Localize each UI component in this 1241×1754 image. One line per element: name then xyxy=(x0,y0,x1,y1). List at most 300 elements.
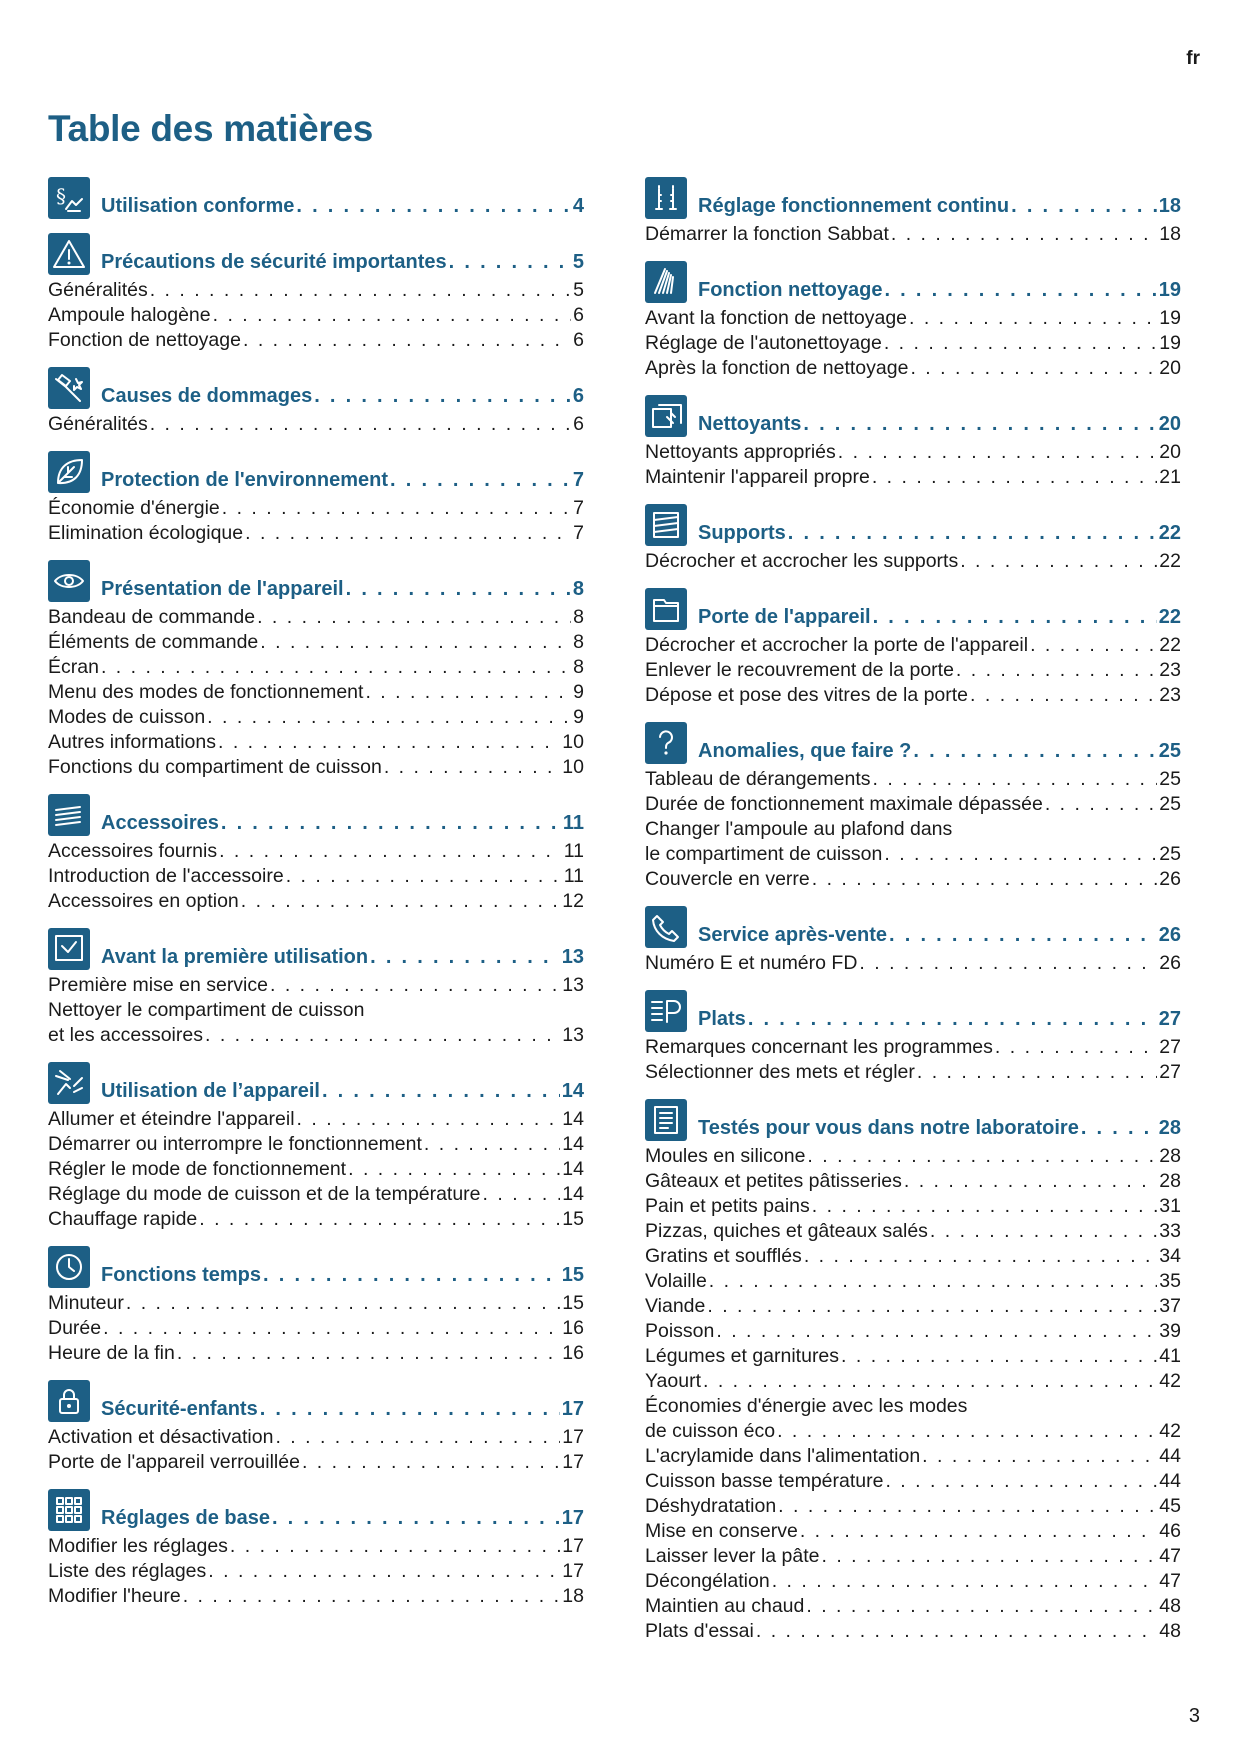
entry-page: 11 xyxy=(563,865,584,887)
entry-title: Dépose et pose des vitres de la porte xyxy=(645,684,969,706)
toc-entry[interactable] xyxy=(645,440,1181,465)
section-page: 22 xyxy=(1158,606,1181,628)
entry-title: Durée xyxy=(48,1317,102,1339)
leader-dots xyxy=(275,1425,560,1450)
leader-dots xyxy=(910,356,1157,381)
toc-entry[interactable] xyxy=(645,792,1181,817)
section-title: Réglage fonctionnement continu xyxy=(698,195,1010,217)
toc-entry[interactable] xyxy=(645,1519,1181,1544)
section-items xyxy=(645,1035,1181,1085)
toc-entry[interactable] xyxy=(645,842,1181,867)
toc-entry[interactable] xyxy=(645,658,1181,683)
entry-title: Introduction de l'accessoire xyxy=(48,865,284,887)
toc-entry[interactable] xyxy=(48,328,584,353)
section-items xyxy=(48,839,584,914)
section-items xyxy=(48,1534,584,1609)
toc-entry[interactable] xyxy=(48,973,584,998)
phone-icon xyxy=(645,906,687,948)
toc-entry[interactable] xyxy=(645,1169,1181,1194)
leader-dots xyxy=(150,278,571,303)
toc-entry[interactable] xyxy=(645,867,1181,892)
toc-entry[interactable] xyxy=(645,1344,1181,1369)
entry-page: 16 xyxy=(562,1317,584,1339)
entry-title: Déshydratation xyxy=(645,1495,777,1517)
toc-entry[interactable] xyxy=(48,1559,584,1584)
toc-column-left xyxy=(48,175,584,1621)
toc-section xyxy=(645,393,1181,490)
toc-entry[interactable] xyxy=(645,222,1181,247)
section-title-row[interactable] xyxy=(101,250,584,275)
toc-entry-line: Économies d'énergie avec les modes xyxy=(645,1395,968,1417)
entry-title: Éléments de commande xyxy=(48,631,259,653)
toc-entry[interactable] xyxy=(645,1444,1181,1469)
section-page: 17 xyxy=(561,1507,584,1529)
toc-entry[interactable] xyxy=(48,1450,584,1475)
section-page: 13 xyxy=(561,946,584,968)
entry-page: 42 xyxy=(1159,1370,1181,1392)
entry-title: Sélectionner des mets et régler xyxy=(645,1061,915,1083)
entry-page: 6 xyxy=(573,329,584,351)
toc-section xyxy=(48,558,584,780)
toc-section xyxy=(48,231,584,353)
toc-entry[interactable] xyxy=(48,755,584,780)
section-title: Réglages de base xyxy=(101,1507,270,1529)
entry-page: 8 xyxy=(573,606,584,628)
leader-dots xyxy=(297,1107,561,1132)
entry-title: Modifier les réglages xyxy=(48,1535,228,1557)
entry-title: Chauffage rapide xyxy=(48,1208,198,1230)
section-page: 5 xyxy=(572,251,584,273)
entry-page: 19 xyxy=(1159,307,1181,329)
entry-title: Autres informations xyxy=(48,731,216,753)
entry-page: 28 xyxy=(1159,1145,1181,1167)
hand-use-icon xyxy=(48,1062,90,1104)
entry-page: 21 xyxy=(1159,466,1181,488)
toc-entry[interactable] xyxy=(48,705,584,730)
leader-dots xyxy=(241,889,561,914)
leader-dots xyxy=(218,730,560,755)
entry-page: 23 xyxy=(1159,659,1181,681)
leader-dots xyxy=(841,1344,1157,1369)
entry-title: Généralités xyxy=(48,279,148,301)
toc-entry[interactable] xyxy=(48,1584,584,1609)
entry-title: Minuteur xyxy=(48,1292,124,1314)
toc-section xyxy=(48,365,584,437)
toc-entry[interactable] xyxy=(48,1107,584,1132)
leader-dots xyxy=(365,680,571,705)
entry-title: Fonctions du compartiment de cuisson xyxy=(48,756,382,778)
toc-entry[interactable] xyxy=(645,1269,1181,1294)
toc-entry[interactable] xyxy=(645,1544,1181,1569)
section-title-row[interactable] xyxy=(698,739,1181,764)
toc-entry[interactable] xyxy=(645,1319,1181,1344)
entry-page: 10 xyxy=(562,756,584,778)
cleaning-icon xyxy=(645,261,687,303)
leader-dots xyxy=(208,1559,560,1584)
entry-page: 8 xyxy=(573,631,584,653)
section-heading xyxy=(48,365,584,409)
entry-title: Cuisson basse température xyxy=(645,1470,884,1492)
leader-dots xyxy=(806,1594,1157,1619)
entry-title: Viande xyxy=(645,1295,706,1317)
sabbath-icon xyxy=(645,177,687,219)
entry-page: 10 xyxy=(562,731,584,753)
section-items xyxy=(645,549,1181,574)
rails-icon xyxy=(645,504,687,546)
first-use-icon xyxy=(48,928,90,970)
section-title-row[interactable] xyxy=(101,1079,584,1104)
toc-entry[interactable] xyxy=(645,465,1181,490)
section-items xyxy=(48,1291,584,1366)
section-heading xyxy=(645,259,1181,303)
section-title: Porte de l'appareil xyxy=(698,606,871,628)
entry-page: 15 xyxy=(562,1208,584,1230)
section-title-row[interactable] xyxy=(101,577,584,602)
toc-entry[interactable] xyxy=(48,521,584,546)
toc-entry[interactable] xyxy=(48,630,584,655)
toc-section xyxy=(48,1244,584,1366)
toc-entry[interactable] xyxy=(645,331,1181,356)
toc-entry[interactable] xyxy=(48,1023,584,1048)
section-items xyxy=(48,412,584,437)
leader-dots xyxy=(885,1469,1157,1494)
toc-entry[interactable] xyxy=(48,680,584,705)
leader-dots xyxy=(221,811,561,836)
toc-entry[interactable] xyxy=(48,655,584,680)
leader-dots xyxy=(748,1007,1157,1032)
toc-entry[interactable] xyxy=(645,1619,1181,1644)
toc-section xyxy=(645,720,1181,892)
leader-dots xyxy=(346,577,571,602)
leader-dots xyxy=(800,1519,1157,1544)
toc-entry[interactable] xyxy=(48,605,584,630)
leader-dots xyxy=(219,839,562,864)
section-items xyxy=(645,951,1181,976)
entry-page: 5 xyxy=(573,279,584,301)
leader-dots xyxy=(1045,792,1157,817)
section-title: Supports xyxy=(698,522,786,544)
page-title: Table des matières xyxy=(48,108,374,149)
toc-entry[interactable] xyxy=(645,356,1181,381)
toc-entry[interactable] xyxy=(645,1144,1181,1169)
toc-entry[interactable] xyxy=(645,1219,1181,1244)
toc-entry[interactable] xyxy=(645,1594,1181,1619)
toc-entry[interactable] xyxy=(48,496,584,521)
toc-entry[interactable] xyxy=(645,1244,1181,1269)
section-title-row[interactable] xyxy=(101,194,584,219)
section-items xyxy=(645,1144,1181,1644)
toc-entry[interactable] xyxy=(645,1035,1181,1060)
toc-section xyxy=(645,259,1181,381)
leader-dots xyxy=(807,1144,1157,1169)
toc-entry[interactable] xyxy=(48,1341,584,1366)
section-page: 14 xyxy=(561,1080,584,1102)
program-icon xyxy=(645,990,687,1032)
toc-entry[interactable] xyxy=(48,1132,584,1157)
leader-dots xyxy=(884,331,1157,356)
section-items xyxy=(645,767,1181,892)
section-title-row[interactable] xyxy=(698,278,1181,303)
entry-page: 14 xyxy=(562,1183,584,1205)
entry-page: 22 xyxy=(1159,550,1181,572)
entry-page: 37 xyxy=(1159,1295,1181,1317)
leader-dots xyxy=(103,1316,560,1341)
leader-dots xyxy=(707,1294,1157,1319)
section-page: 4 xyxy=(572,195,584,217)
section-heading xyxy=(48,792,584,836)
entry-page: 14 xyxy=(562,1108,584,1130)
toc-entry[interactable] xyxy=(48,1157,584,1182)
section-title: Plats xyxy=(698,1008,746,1030)
toc-entry[interactable] xyxy=(48,864,584,889)
leader-dots xyxy=(207,705,571,730)
toc-entry[interactable] xyxy=(48,889,584,914)
leader-dots xyxy=(101,655,571,680)
leader-dots xyxy=(243,328,571,353)
section-title: Utilisation de l’appareil xyxy=(101,1080,320,1102)
toc-section xyxy=(645,1097,1181,1644)
section-title-row[interactable] xyxy=(101,468,584,493)
leader-dots xyxy=(296,194,571,219)
toc-entry[interactable] xyxy=(48,278,584,303)
section-heading xyxy=(48,449,584,493)
toc-entry[interactable] xyxy=(48,1425,584,1450)
entry-page: 22 xyxy=(1159,634,1181,656)
entry-title: L'acrylamide dans l'alimentation xyxy=(645,1445,921,1467)
section-heading xyxy=(48,558,584,602)
toc-entry[interactable] xyxy=(48,1291,584,1316)
toc-entry[interactable] xyxy=(645,549,1181,574)
entry-title: Remarques concernant les programmes xyxy=(645,1036,993,1058)
section-page: 20 xyxy=(1158,413,1181,435)
section-page: 17 xyxy=(561,1398,584,1420)
entry-page: 26 xyxy=(1159,868,1181,890)
section-title: Anomalies, que faire ? xyxy=(698,740,912,762)
entry-title: Maintenir l'appareil propre xyxy=(645,466,870,488)
section-title: Fonction nettoyage xyxy=(698,279,883,301)
leader-dots xyxy=(884,842,1157,867)
entry-page: 44 xyxy=(1159,1470,1181,1492)
leader-dots xyxy=(889,923,1157,948)
entry-title: Modifier l'heure xyxy=(48,1585,181,1607)
leader-dots xyxy=(873,605,1157,630)
entry-title: Yaourt xyxy=(645,1370,702,1392)
entry-title: Après la fonction de nettoyage xyxy=(645,357,909,379)
section-title-row[interactable] xyxy=(698,923,1181,948)
entry-title: Pain et petits pains xyxy=(645,1195,810,1217)
toc-section xyxy=(645,988,1181,1085)
entry-title: Décongélation xyxy=(645,1570,770,1592)
leader-dots xyxy=(970,683,1157,708)
section-title-row[interactable] xyxy=(698,194,1181,219)
section-title-row[interactable] xyxy=(698,1116,1181,1141)
entry-title: Fonction de nettoyage xyxy=(48,329,241,351)
section-title-row[interactable] xyxy=(101,1263,584,1288)
section-title: Accessoires xyxy=(101,812,219,834)
toc-entry[interactable] xyxy=(645,1494,1181,1519)
entry-page: 33 xyxy=(1159,1220,1181,1242)
entry-title: Poisson xyxy=(645,1320,715,1342)
section-items xyxy=(645,440,1181,490)
toc-entry[interactable] xyxy=(645,1294,1181,1319)
leader-dots xyxy=(1011,194,1157,219)
section-title-row[interactable] xyxy=(101,1506,584,1531)
section-title: Avant la première utilisation xyxy=(101,946,369,968)
entry-page: 28 xyxy=(1159,1170,1181,1192)
entry-title: Volaille xyxy=(645,1270,707,1292)
section-title-row[interactable] xyxy=(101,945,584,970)
section-title-row[interactable] xyxy=(698,1007,1181,1032)
entry-title: Couvercle en verre xyxy=(645,868,810,890)
entry-title: Réglage du mode de cuisson et de la température xyxy=(48,1183,481,1205)
entry-title: Avant la fonction de nettoyage xyxy=(645,307,908,329)
entry-page: 45 xyxy=(1159,1495,1181,1517)
leader-dots xyxy=(1081,1116,1157,1141)
section-title-row[interactable] xyxy=(698,605,1181,630)
section-page: 15 xyxy=(561,1264,584,1286)
toc-entry[interactable] xyxy=(48,412,584,437)
toc-entry[interactable] xyxy=(645,1569,1181,1594)
warning-icon xyxy=(48,233,90,275)
entry-title: Mise en conserve xyxy=(645,1520,798,1542)
entry-title: Écran xyxy=(48,656,99,678)
leader-dots xyxy=(822,1544,1158,1569)
section-items xyxy=(48,496,584,546)
toc-section xyxy=(48,175,584,219)
section-title-row[interactable] xyxy=(101,1397,584,1422)
entry-page: 7 xyxy=(573,497,584,519)
toc-entry[interactable] xyxy=(645,1469,1181,1494)
toc-entry[interactable] xyxy=(48,1182,584,1207)
toc-section xyxy=(48,1378,584,1475)
toc-entry[interactable] xyxy=(645,1194,1181,1219)
section-items xyxy=(48,278,584,353)
toc-entry[interactable] xyxy=(645,306,1181,331)
entry-page: 27 xyxy=(1159,1036,1181,1058)
section-title: Causes de dommages xyxy=(101,385,313,407)
paragraph-hand-icon xyxy=(48,177,90,219)
entry-title: Porte de l'appareil verrouillée xyxy=(48,1451,300,1473)
section-heading xyxy=(645,988,1181,1032)
leader-dots xyxy=(812,867,1158,892)
section-heading xyxy=(48,1487,584,1531)
leader-dots xyxy=(230,1534,560,1559)
section-title-row[interactable] xyxy=(698,412,1181,437)
entry-page: 18 xyxy=(562,1585,584,1607)
leader-dots xyxy=(884,278,1156,303)
toc-entry[interactable] xyxy=(645,1369,1181,1394)
entry-title: Allumer et éteindre l'appareil xyxy=(48,1108,295,1130)
entry-title: Durée de fonctionnement maximale dépassée xyxy=(645,793,1043,815)
leader-dots xyxy=(772,1569,1158,1594)
leader-dots xyxy=(263,1263,560,1288)
document-icon xyxy=(645,1099,687,1141)
entry-title: Accessoires en option xyxy=(48,890,239,912)
toc-entry[interactable] xyxy=(645,1419,1181,1444)
toc-entry[interactable] xyxy=(645,1060,1181,1085)
leader-dots xyxy=(322,1079,560,1104)
entry-title: le compartiment de cuisson xyxy=(645,843,883,865)
entry-title: Elimination écologique xyxy=(48,522,244,544)
toc-entry[interactable] xyxy=(48,1207,584,1232)
entry-page: 18 xyxy=(1159,223,1181,245)
entry-title: Première mise en service xyxy=(48,974,268,996)
entry-page: 34 xyxy=(1159,1245,1181,1267)
section-page: 22 xyxy=(1158,522,1181,544)
section-page: 27 xyxy=(1158,1008,1181,1030)
toc-entry[interactable] xyxy=(645,683,1181,708)
section-heading xyxy=(645,175,1181,219)
leader-dots xyxy=(384,755,560,780)
entry-page: 46 xyxy=(1159,1520,1181,1542)
entry-page: 11 xyxy=(563,840,584,862)
question-icon xyxy=(645,722,687,764)
toc-column-right xyxy=(645,175,1181,1656)
section-title: Nettoyants xyxy=(698,413,802,435)
door-icon xyxy=(645,588,687,630)
toc-entry[interactable] xyxy=(48,1534,584,1559)
entry-page: 44 xyxy=(1159,1445,1181,1467)
entry-title: Ampoule halogène xyxy=(48,304,211,326)
toc-entry[interactable] xyxy=(645,767,1181,792)
toc-entry[interactable] xyxy=(48,730,584,755)
entry-title: Gâteaux et petites pâtisseries xyxy=(645,1170,902,1192)
section-heading xyxy=(645,502,1181,546)
leader-dots xyxy=(449,250,571,275)
section-title-row[interactable] xyxy=(101,811,584,836)
toc-entry[interactable] xyxy=(645,951,1181,976)
leader-dots xyxy=(1030,633,1157,658)
leader-dots xyxy=(838,440,1158,465)
entry-title: Laisser lever la pâte xyxy=(645,1545,820,1567)
entry-page: 31 xyxy=(1159,1195,1181,1217)
leader-dots xyxy=(222,496,571,521)
entry-page: 8 xyxy=(573,656,584,678)
toc-entry[interactable] xyxy=(48,303,584,328)
section-items xyxy=(48,1425,584,1475)
toc-entry[interactable] xyxy=(48,839,584,864)
section-heading xyxy=(645,904,1181,948)
entry-title: Régler le mode de fonctionnement xyxy=(48,1158,347,1180)
leader-dots xyxy=(286,864,562,889)
entry-page: 20 xyxy=(1159,441,1181,463)
section-page: 19 xyxy=(1158,279,1181,301)
section-title-row[interactable] xyxy=(698,521,1181,546)
entry-page: 17 xyxy=(562,1535,584,1557)
leader-dots xyxy=(995,1035,1157,1060)
leader-dots xyxy=(483,1182,561,1207)
leader-dots xyxy=(922,1444,1157,1469)
toc-section xyxy=(48,1487,584,1609)
clock-icon xyxy=(48,1246,90,1288)
toc-entry[interactable] xyxy=(645,633,1181,658)
toc-entry[interactable] xyxy=(48,1316,584,1341)
entry-page: 9 xyxy=(573,706,584,728)
entry-page: 17 xyxy=(562,1451,584,1473)
section-title-row[interactable] xyxy=(101,384,584,409)
leader-dots xyxy=(245,521,571,546)
leader-dots xyxy=(891,222,1157,247)
entry-page: 26 xyxy=(1159,952,1181,974)
entry-page: 47 xyxy=(1159,1545,1181,1567)
entry-page: 7 xyxy=(573,522,584,544)
section-page: 18 xyxy=(1158,195,1181,217)
leader-dots xyxy=(709,1269,1158,1294)
svg-text:§: § xyxy=(56,184,66,208)
leader-dots xyxy=(183,1584,561,1609)
entry-page: 25 xyxy=(1159,843,1181,865)
entry-page: 17 xyxy=(562,1426,584,1448)
